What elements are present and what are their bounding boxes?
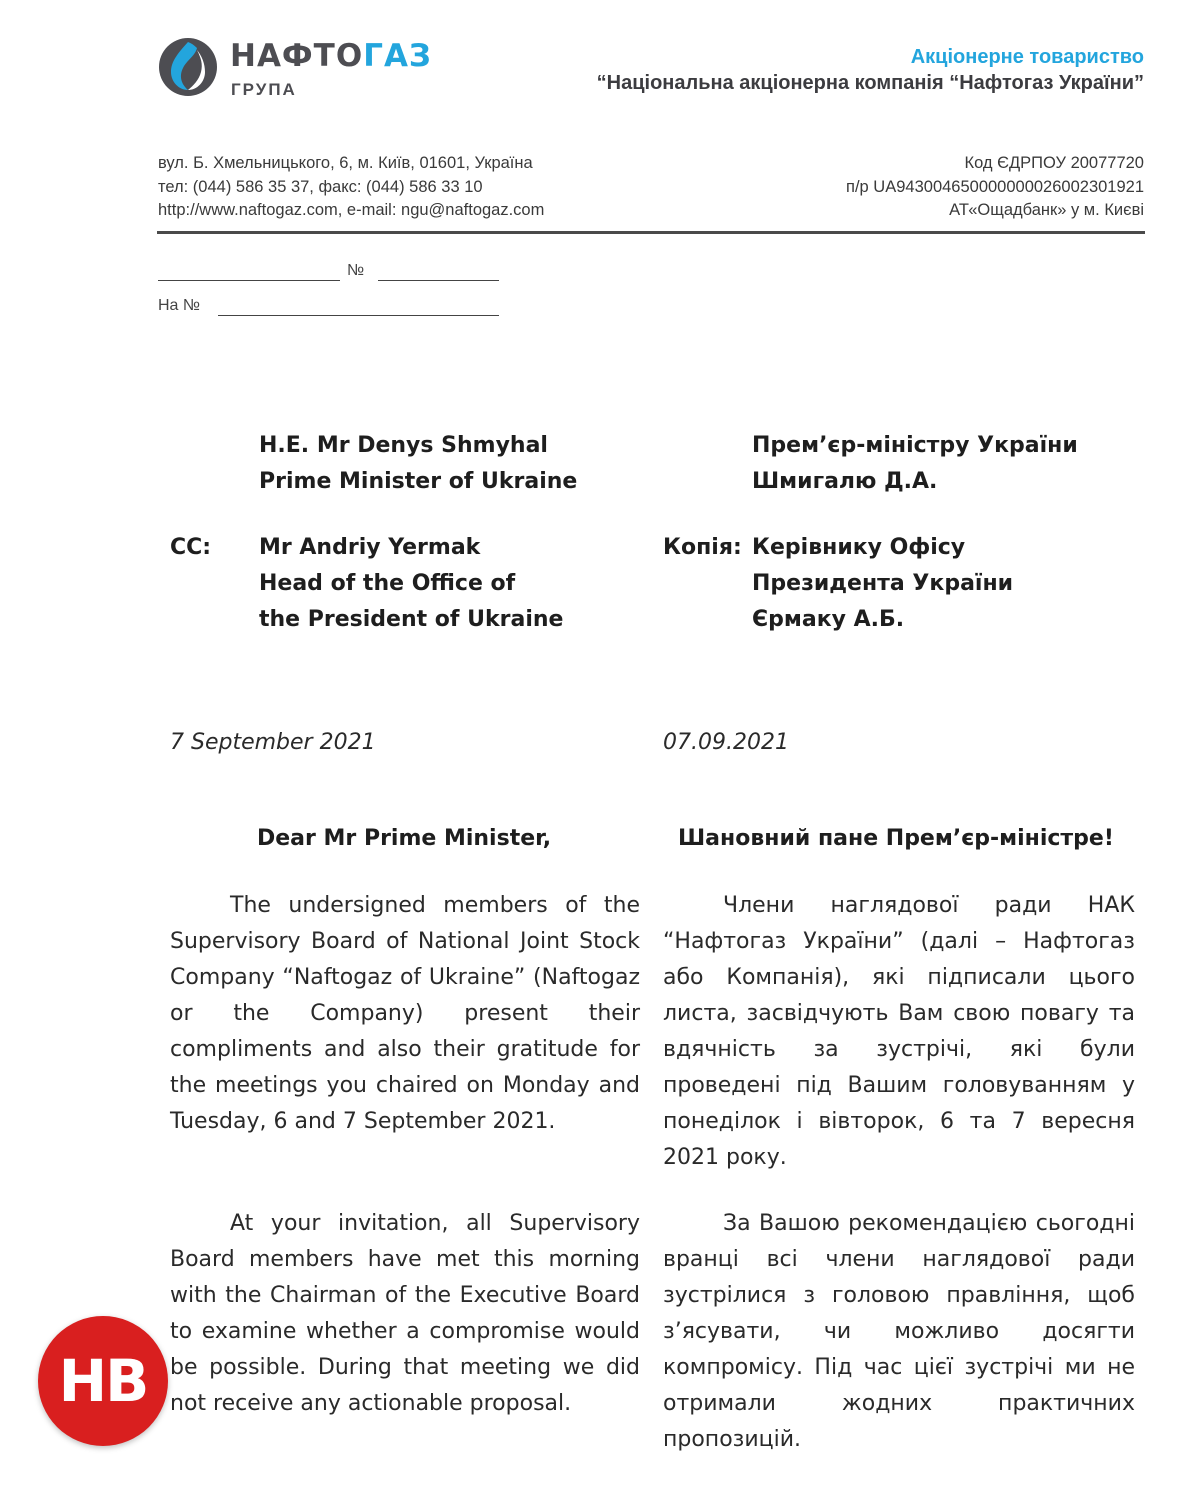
cc-label-en: CC: (170, 535, 212, 560)
bank-details (846, 152, 1144, 223)
company-full-name: “Національна акціонерна компанія “Нафтогаз України” (596, 72, 1144, 94)
paragraph-en: At your invitation, all Supervisory Board members have met this morning with the Chairman of the Executive Board to examine whether a compromise would be possible. During that meeting we did not receive any actionable proposal. (170, 1211, 640, 1416)
cc-label-ua: Копія: (663, 535, 742, 560)
salutation-en: Dear Mr Prime Minister, (257, 826, 552, 851)
body-ua (663, 1206, 1135, 1458)
salutation-ua: Шановний пане Прем’єр-міністре! (678, 826, 1114, 851)
cc-en-line: the President of Ukraine (259, 607, 564, 632)
paragraph-ua: За Вашою рекомендацією сьогодні вранці всі члени наглядової ради зустрілися з головою правління, щоб з’ясувати, чи можливо досягти компромісу. Під час цієї зустрічі ми не отримали жодних практичних пропозицій. (663, 1211, 1135, 1452)
cc-recipient-en (259, 530, 563, 638)
company-name (597, 44, 1144, 96)
body-en (170, 1206, 640, 1422)
reg-reference-label: На № (158, 297, 201, 314)
nv-logo-label: НВ (58, 1347, 148, 1415)
recipient-en (259, 428, 577, 500)
logo-word-accent: ГАЗ (363, 38, 432, 74)
naftogaz-logo (157, 36, 477, 106)
body-ua (663, 888, 1135, 1176)
cc-ua-line: Президента України (752, 571, 1014, 596)
cc-ua-line: Єрмаку А.Б. (752, 607, 905, 632)
paragraph-ua: Члени наглядової ради НАК “Нафтогаз України” (далі – Нафтогаз або Компанія), які підписали цього листа, засвідчують Вам свою повагу та вдячність за зустрічі, які були проведені під Вашим головуванням у понеділок і вівторок, 6 та 7 вересня 2021 року. (663, 893, 1135, 1170)
web-email-line: http://www.naftogaz.com, e-mail: ngu@naftogaz.com (158, 201, 545, 219)
recipient-en-name: H.E. Mr Denys Shmyhal (259, 433, 548, 458)
cc-recipient-ua (752, 530, 1013, 638)
reg-date-line (158, 280, 340, 281)
reg-number-label: № (347, 262, 365, 279)
cc-en-line: Head of the Office of (259, 571, 516, 596)
phone-line: тел: (044) 586 35 37, факс: (044) 586 33 10 (158, 177, 483, 196)
paragraph-en: The undersigned members of the Supervisory Board of National Joint Stock Company “Naftogaz of Ukraine” (Naftogaz or the Company) present their compliments and also their gratitude for the meetings you chaired on Monday and Tuesday, 6 and 7 September 2021. (170, 893, 640, 1134)
contact-details (158, 152, 544, 223)
naftogaz-drop-icon (157, 36, 219, 98)
letter-date-en: 7 September 2021 (170, 730, 376, 755)
company-type: Акціонерне товариство (910, 46, 1144, 68)
recipient-ua-title: Прем’єр-міністру України (752, 433, 1078, 458)
bank-name: АТ«Ощадбанк» у м. Києві (949, 201, 1144, 219)
logo-subtitle: ГРУПА (231, 80, 297, 99)
cc-en-line: Mr Andriy Yermak (259, 535, 481, 560)
letterhead-divider (157, 231, 1145, 234)
address-line: вул. Б. Хмельницького, 6, м. Київ, 01601, Україна (158, 154, 533, 172)
body-en (170, 888, 640, 1140)
reg-number-line (378, 280, 499, 281)
recipient-ua (752, 428, 1078, 500)
bank-account: п/р UA943004650000000026002301921 (846, 177, 1144, 196)
letter-date-ua: 07.09.2021 (663, 730, 789, 755)
recipient-en-title: Prime Minister of Ukraine (259, 469, 578, 494)
logo-word-main: НАФТО (230, 38, 364, 74)
cc-ua-line: Керівнику Офісу (752, 535, 966, 560)
logo-wordmark (230, 38, 432, 74)
recipient-ua-name: Шмигалю Д.А. (752, 469, 938, 494)
reg-reference-line (218, 315, 499, 316)
edrpou-code: Код ЄДРПОУ 20077720 (964, 154, 1144, 172)
nv-logo-badge (38, 1316, 168, 1446)
